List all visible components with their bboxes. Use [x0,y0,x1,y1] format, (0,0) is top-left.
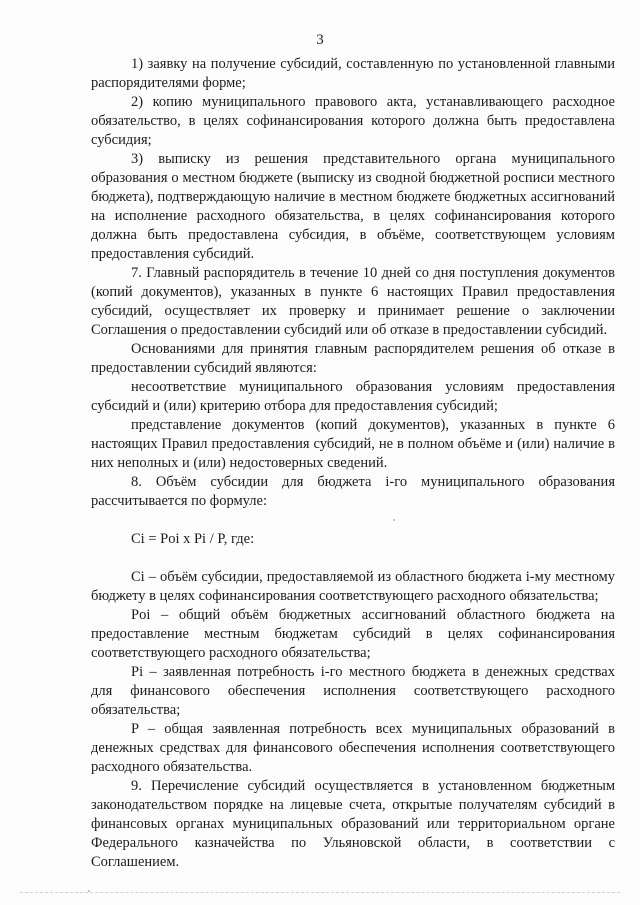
definition-p: P – общая заявленная потребность всех муниципальных образований в денежных средствах для финансового обеспечения исполнения соответствующего расходного обязательства. [91,721,615,775]
paragraph-clause-8: 8. Объём субсидии для бюджета i-го муниципального образования рассчитывается по формуле: [91,474,615,509]
paragraph-item-3: 3) выписку из решения представительного органа муниципального образования о местном бюджете (выписку из сводной бюджетной росписи местного бюджета), подтверждающую наличие в местном бюджете бюджетных ассигнований на исполнение расходного обязательства, в целях софинансирования которого должна быть предоставлена субсидия, в объёме, соответствующем условиям предоставления субсидий. [91,151,615,262]
paragraph-clause-9: 9. Перечисление субсидий осуществляется в установленном бюджетным законодательством порядке на лицевые счета, открытые получателям субсидий в финансовых органах муниципальных образований или территориальном органе Федерального казначейства по Ульяновской области, в соответствии с Соглашением. [91,778,615,870]
scan-edge-line [20,892,620,893]
subsidy-formula: Ci = Poi x Pi / P, где: [131,531,255,547]
paragraph-ground-1: несоответствие муниципального образования условиям предоставления субсидий и (или) критерию отбора для предоставления субсидий; [91,379,615,414]
document-body [91,55,615,872]
paragraph-ground-2: представление документов (копий документов), указанных в пункте 6 настоящих Правил предоставления субсидий, не в полном объёме и (или) наличие в них неполных и (или) недостоверных сведений. [91,417,615,471]
scan-speck [393,519,395,521]
definition-pi: Рi – заявленная потребность i-го местного бюджета в денежных средствах для финансового обеспечения исполнения соответствующего расходного обязательства; [91,664,615,718]
paragraph-item-1: 1) заявку на получение субсидий, составленную по установленной главными распорядителями форме; [91,56,615,91]
paragraph-clause-7: 7. Главный распорядитель в течение 10 дней со дня поступления документов (копий документов), указанных в пункте 6 настоящих Правил предоставления субсидий, осуществляет их проверку и принимает решение о заключении Соглашения о предоставлении субсидий или об отказе в предоставлении субсидий. [91,265,615,338]
page-number: 3 [316,32,324,48]
definition-ci: Ci – объём субсидии, предоставляемой из областного бюджета i-му местному бюджету в целях софинансирования соответствующего расходного обязательства; [91,569,615,604]
paragraph-item-2: 2) копию муниципального правового акта, устанавливающего расходное обязательство, в целях софинансирования которого должна быть предоставлена субсидия; [91,94,615,148]
paragraph-refusal-grounds: Основаниями для принятия главным распорядителем решения об отказе в предоставлении субсидий являются: [91,341,615,376]
definition-poi: Poi – общий объём бюджетных ассигнований областного бюджета на предоставление местным бюджетам субсидий в целях софинансирования соответствующего расходного обязательства; [91,607,615,661]
